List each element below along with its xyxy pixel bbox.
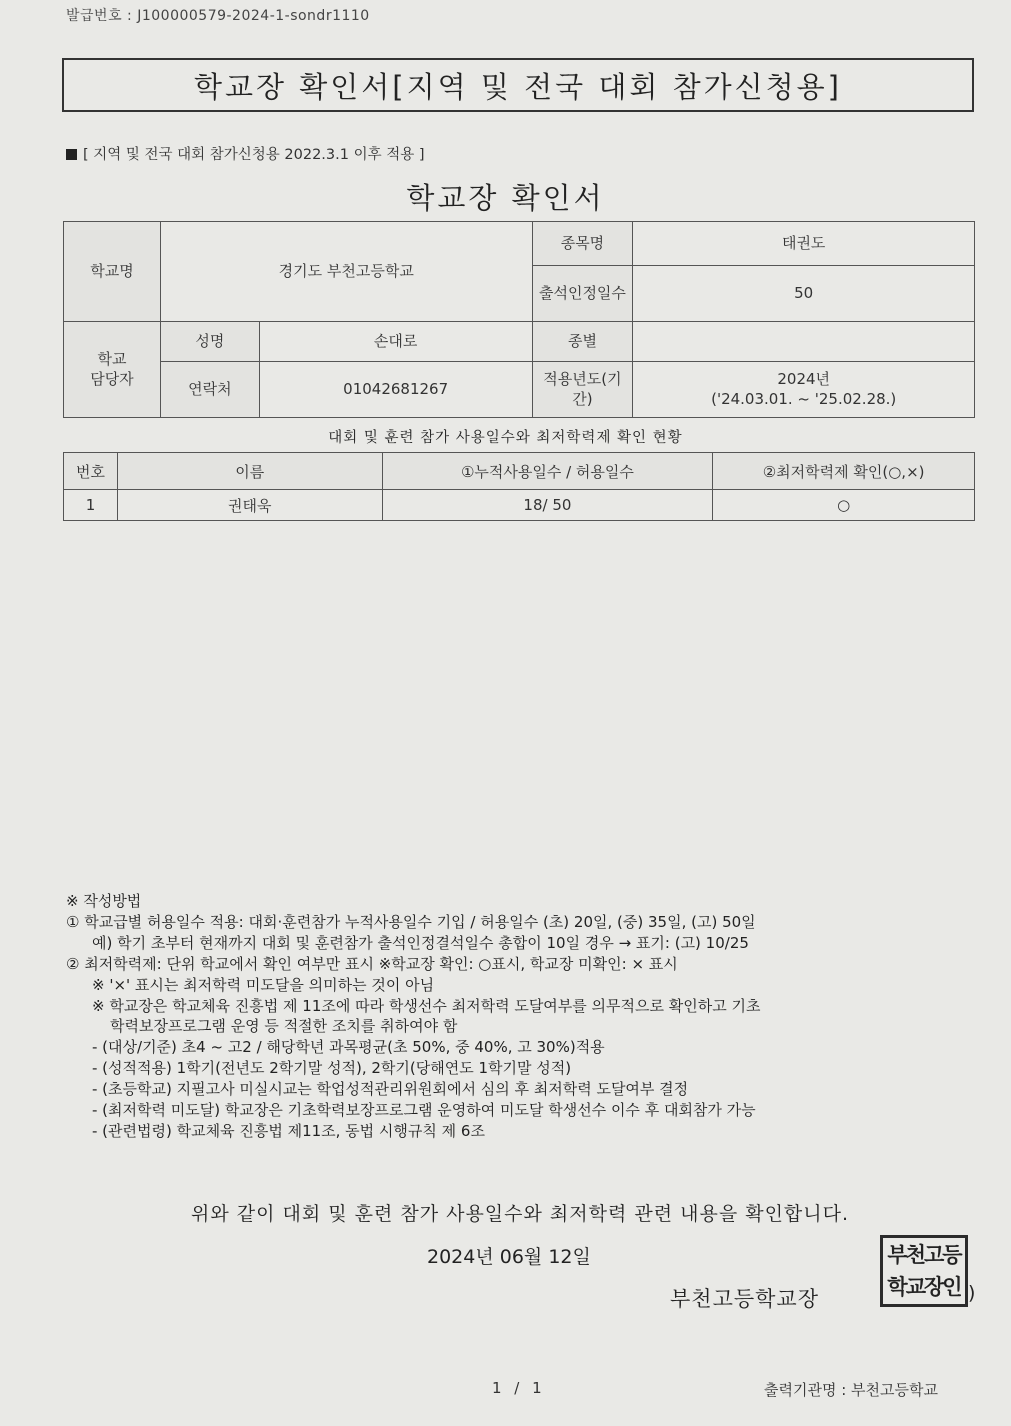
column-header-min-academic: ②최저학력제 확인(○,×) bbox=[713, 453, 975, 490]
page-number: 1 / 1 bbox=[492, 1379, 546, 1397]
manager-label bbox=[64, 322, 161, 418]
column-header-number: 번호 bbox=[64, 453, 118, 490]
method-line: - (관련법령) 학교체육 진흥법 제11조, 동법 시행규칙 제 6조 bbox=[92, 1121, 485, 1140]
method-line: - (최저학력 미도달) 학교장은 기초학력보장프로그램 운영하여 미도달 학생선수 이수 후 대회참가 가능 bbox=[92, 1101, 756, 1120]
method-line: 학력보장프로그램 운영 등 적절한 조치를 취하여야 함 bbox=[110, 1017, 458, 1036]
contact-label: 연락처 bbox=[160, 362, 259, 418]
certificate-subtitle: 학교장 확인서 bbox=[406, 181, 605, 215]
attendance-days-value: 50 bbox=[633, 266, 975, 322]
method-line: - (성적적용) 1학기(전년도 2학기말 성적), 2학기(당해연도 1학기말 성적) bbox=[92, 1059, 572, 1078]
method-line: - (대상/기준) 초4 ~ 고2 / 해당학년 과목평균(초 50%, 중 40%, 고 30%)적용 bbox=[92, 1038, 605, 1057]
issue-number: 발급번호 : J100000579-2024-1-sondr1110 bbox=[66, 8, 370, 24]
table-row bbox=[64, 490, 975, 521]
school-name-value: 경기도 부천고등학교 bbox=[160, 222, 532, 322]
status-header-row bbox=[64, 453, 975, 490]
year-label: 적용년도(기간) bbox=[532, 362, 633, 418]
category-label: 종별 bbox=[532, 322, 633, 362]
column-header-days: ①누적사용일수 / 허용일수 bbox=[382, 453, 713, 490]
event-label: 종목명 bbox=[532, 222, 633, 266]
issue-date: 2024년 06월 12일 bbox=[427, 1246, 591, 1268]
method-heading: ※ 작성방법 bbox=[66, 892, 142, 910]
row-name: 권태욱 bbox=[117, 490, 382, 521]
school-seal-stamp bbox=[880, 1235, 968, 1307]
manager-label-text: 학교 담당자 bbox=[90, 350, 134, 388]
year-value: 2024년 bbox=[777, 370, 831, 388]
name-label: 성명 bbox=[160, 322, 259, 362]
year-cell bbox=[633, 362, 975, 418]
row-min-academic: ○ bbox=[713, 490, 975, 521]
name-value: 손대로 bbox=[259, 322, 532, 362]
row-number: 1 bbox=[64, 490, 118, 521]
seal-line-1: 부천고등 bbox=[887, 1243, 961, 1267]
category-value bbox=[633, 322, 975, 362]
method-line: ※ 학교장은 학교체육 진흥법 제 11조에 따라 학생선수 최저학력 도달여부를 의무적으로 확인하고 기초 bbox=[92, 996, 761, 1015]
status-table bbox=[63, 452, 975, 521]
seal-line-2: 학교장인 bbox=[887, 1275, 961, 1299]
contact-value: 01042681267 bbox=[259, 362, 532, 418]
attendance-days-label: 출석인정일수 bbox=[532, 266, 633, 322]
school-name-label: 학교명 bbox=[64, 222, 161, 322]
school-info-table bbox=[63, 221, 975, 418]
row-days: 18/ 50 bbox=[382, 490, 713, 521]
method-line: ※ '×' 표시는 최저학력 미도달을 의미하는 것이 아님 bbox=[92, 975, 435, 994]
method-line: ① 학교급별 허용일수 적용: 대회·훈련참가 누적사용일수 기입 / 허용일수 (초) 20일, (중) 35일, (고) 50일 bbox=[66, 912, 756, 931]
document-title: 학교장 확인서[지역 및 전국 대회 참가신청용] bbox=[62, 58, 974, 112]
method-line: ② 최저학력제: 단위 학교에서 확인 여부만 표시 ※학교장 확인: ○표시, 학교장 미확인: × 표시 bbox=[66, 954, 678, 973]
method-line: 예) 학기 초부터 현재까지 대회 및 훈련참가 출석인정결석일수 총합이 10일 경우 → 표기: (고) 10/25 bbox=[92, 933, 749, 952]
method-line: - (초등학교) 지필고사 미실시교는 학업성적관리위원회에서 심의 후 최저학력 도달여부 결정 bbox=[92, 1080, 689, 1099]
square-bullet-icon bbox=[66, 149, 77, 160]
writing-method bbox=[66, 891, 760, 1142]
event-value: 태권도 bbox=[633, 222, 975, 266]
column-header-name: 이름 bbox=[117, 453, 382, 490]
period-value: ('24.03.01. ~ '25.02.28.) bbox=[711, 389, 897, 408]
confirmation-statement: 위와 같이 대회 및 훈련 참가 사용일수와 최저학력 관련 내용을 확인합니다. bbox=[190, 1203, 850, 1225]
output-organization: 출력기관명 : 부천고등학교 bbox=[764, 1381, 938, 1399]
principal-name: 부천고등학교장 bbox=[670, 1287, 820, 1311]
seal-parenthesis: ) bbox=[968, 1282, 976, 1304]
application-note-text: [ 지역 및 전국 대회 참가신청용 2022.3.1 이후 적용 ] bbox=[83, 147, 425, 163]
status-title: 대회 및 훈련 참가 사용일수와 최저학력제 확인 현황 bbox=[328, 430, 683, 446]
application-note bbox=[66, 143, 424, 164]
